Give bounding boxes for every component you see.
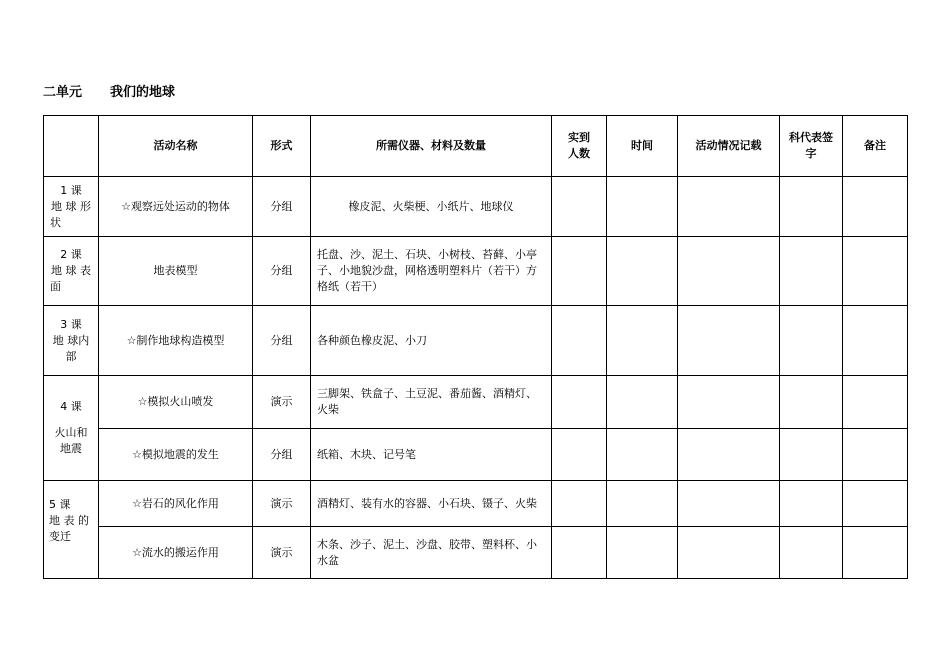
activity-form: 分组 (253, 177, 311, 237)
activity-name: ☆制作地球构造模型 (99, 306, 253, 376)
unit-title: 我们的地球 (110, 85, 176, 100)
table-row (44, 527, 908, 579)
activity-materials: 酒精灯、装有水的容器、小石块、镊子、火柴 (311, 481, 552, 527)
lesson-name-line: 地 表 的 (49, 514, 89, 527)
header-people-line2: 人数 (568, 147, 590, 160)
lesson-cell (44, 306, 99, 376)
note-cell (843, 481, 908, 527)
document-heading (43, 81, 175, 100)
activity-materials: 托盘、沙、泥土、石块、小树枝、苔藓、小亭子、小地貌沙盘，网格透明塑料片（若干）方格纸（若干） (311, 237, 552, 306)
people-cell (552, 177, 607, 237)
header-note: 备注 (843, 116, 908, 177)
header-sign-line2: 字 (805, 147, 817, 160)
lesson-number: 3 课 (60, 317, 82, 331)
header-time: 时间 (607, 116, 678, 177)
time-cell (607, 237, 678, 306)
activity-form: 演示 (253, 376, 311, 429)
sign-cell (780, 376, 843, 429)
activity-name: 地表模型 (99, 237, 253, 306)
record-cell (678, 177, 780, 237)
time-cell (607, 376, 678, 429)
table-row (44, 481, 908, 527)
activity-form: 分组 (253, 237, 311, 306)
note-cell (843, 376, 908, 429)
time-cell (607, 306, 678, 376)
lesson-name-line: 地震 (60, 442, 82, 455)
sign-cell (780, 177, 843, 237)
lesson-cell (44, 481, 99, 579)
header-record: 活动情况记载 (678, 116, 780, 177)
activity-name: ☆流水的搬运作用 (99, 527, 253, 579)
lesson-name-line: 地 球 形 (51, 199, 91, 213)
header-lesson (44, 116, 99, 177)
lesson-name-line: 面 (50, 280, 61, 293)
time-cell (607, 481, 678, 527)
time-cell (607, 429, 678, 481)
header-activity: 活动名称 (99, 116, 253, 177)
sign-cell (780, 429, 843, 481)
lesson-name-line: 部 (65, 349, 77, 363)
header-form: 形式 (253, 116, 311, 177)
record-cell (678, 429, 780, 481)
lesson-number: 2 课 (60, 248, 82, 261)
people-cell (552, 376, 607, 429)
header-materials: 所需仪器、材料及数量 (311, 116, 552, 177)
lesson-name-line: 状 (50, 215, 61, 229)
activity-materials: 橡皮泥、火柴梗、小纸片、地球仪 (311, 177, 552, 237)
record-cell (678, 306, 780, 376)
activity-name: ☆模拟火山喷发 (99, 376, 253, 429)
time-cell (607, 177, 678, 237)
table-row (44, 177, 908, 237)
header-sign-line1: 科代表签 (789, 131, 833, 144)
note-cell (843, 429, 908, 481)
activity-form: 分组 (253, 306, 311, 376)
lesson-name-line: 变迁 (49, 530, 71, 543)
lesson-number: 4 课 (60, 400, 82, 413)
activity-name: ☆岩石的风化作用 (99, 481, 253, 527)
table-row (44, 237, 908, 306)
header-people (552, 116, 607, 177)
activity-materials: 纸箱、木块、记号笔 (311, 429, 552, 481)
unit-label: 二单元 (43, 85, 83, 100)
record-cell (678, 237, 780, 306)
record-cell (678, 481, 780, 527)
sign-cell (780, 481, 843, 527)
table-row (44, 376, 908, 429)
people-cell (552, 527, 607, 579)
lesson-number: 1 课 (60, 183, 82, 197)
activity-materials: 三脚架、铁盒子、土豆泥、番茄酱、酒精灯、火柴 (311, 376, 552, 429)
lesson-number: 5 课 (49, 498, 71, 511)
activity-materials: 木条、沙子、泥土、沙盘、胶带、塑料杯、小水盆 (311, 527, 552, 579)
header-row (44, 116, 908, 177)
lesson-cell (44, 237, 99, 306)
lesson-cell (44, 376, 99, 481)
note-cell (843, 237, 908, 306)
activity-form: 演示 (253, 527, 311, 579)
lesson-name-line: 地 球 表 (51, 264, 91, 277)
record-cell (678, 376, 780, 429)
activity-table (43, 115, 908, 579)
activity-name: ☆模拟地震的发生 (99, 429, 253, 481)
header-people-line1: 实到 (568, 131, 590, 144)
table-row (44, 306, 908, 376)
people-cell (552, 237, 607, 306)
people-cell (552, 306, 607, 376)
sign-cell (780, 237, 843, 306)
lesson-name-line: 火山和 (54, 426, 88, 439)
lesson-cell (44, 177, 99, 237)
record-cell (678, 527, 780, 579)
activity-materials: 各种颜色橡皮泥、小刀 (311, 306, 552, 376)
note-cell (843, 527, 908, 579)
table-row (44, 429, 908, 481)
note-cell (843, 306, 908, 376)
activity-form: 分组 (253, 429, 311, 481)
sign-cell (780, 306, 843, 376)
sign-cell (780, 527, 843, 579)
activity-name: ☆观察远处运动的物体 (99, 177, 253, 237)
note-cell (843, 177, 908, 237)
lesson-name-line: 地 球内 (52, 333, 90, 347)
people-cell (552, 429, 607, 481)
header-sign (780, 116, 843, 177)
time-cell (607, 527, 678, 579)
people-cell (552, 481, 607, 527)
activity-form: 演示 (253, 481, 311, 527)
